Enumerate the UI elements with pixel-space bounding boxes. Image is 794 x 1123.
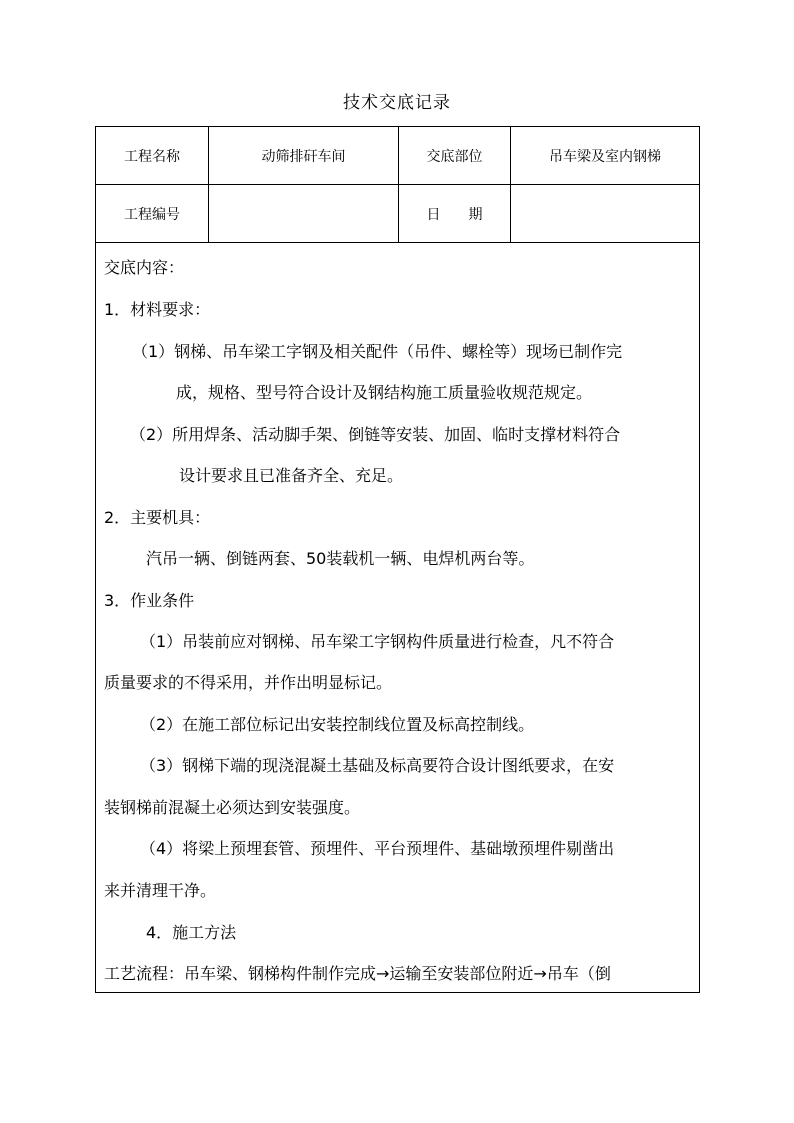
content-heading: 交底内容： [104,258,185,277]
document-title: 技术交底记录 [343,93,451,113]
section-4-paragraph: 工艺流程：吊车梁、钢梯构件制作完成→运输至安装部位附近→吊车（倒 [104,964,611,983]
date-label: 日 期 [426,206,483,223]
row-divider-2 [96,242,699,243]
section-3-item-1-line-1: （1）吊装前应对钢梯、吊车梁工字钢构件质量进行检查，凡不符合 [140,632,615,651]
section-3-item-4-line-1: （4）将梁上预埋套管、预埋件、平台预埋件、基础墩预埋件剔凿出 [140,839,615,858]
section-1-item-2-line-1: （2）所用焊条、活动脚手架、倒链等安装、加固、临时支撑材料符合 [130,425,621,444]
section-2-title: 2．主要机具： [104,508,211,527]
record-table [95,126,700,993]
location-label: 交底部位 [426,148,483,165]
date-value [511,185,699,242]
section-1-item-2-line-2: 设计要求且已准备齐全、充足。 [179,466,404,485]
section-3-item-4-line-2: 来并清理干净。 [104,881,217,900]
project-name-label: 工程名称 [124,148,180,165]
section-2-paragraph: 汽吊一辆、倒链两套、50装载机一辆、电焊机两台等。 [146,549,535,568]
section-3-item-3-line-2: 装钢梯前混凝土必须达到安装强度。 [104,798,361,817]
section-4-title: 4．施工方法 [146,923,237,942]
location-value: 吊车梁及室内钢梯 [549,148,661,165]
section-3-title: 3．作业条件 [104,591,195,610]
project-name-value: 动筛排矸车间 [261,148,346,165]
project-no-label: 工程编号 [124,206,180,223]
section-1-item-1-line-2: 成，规格、型号符合设计及钢结构施工质量验收规范规定。 [176,383,593,402]
section-1-item-1-line-1: （1）钢梯、吊车梁工字钢及相关配件（吊件、螺栓等）现场已制作完 [132,342,623,361]
project-no-value [209,185,398,242]
section-3-item-1-line-2: 质量要求的不得采用，并作出明显标记。 [104,673,393,692]
section-1-title: 1．材料要求： [104,300,211,319]
section-3-item-2: （2）在施工部位标记出安装控制线位置及标高控制线。 [140,715,535,734]
section-3-item-3-line-1: （3）钢梯下端的现浇混凝土基础及标高要符合设计图纸要求，在安 [140,756,615,775]
